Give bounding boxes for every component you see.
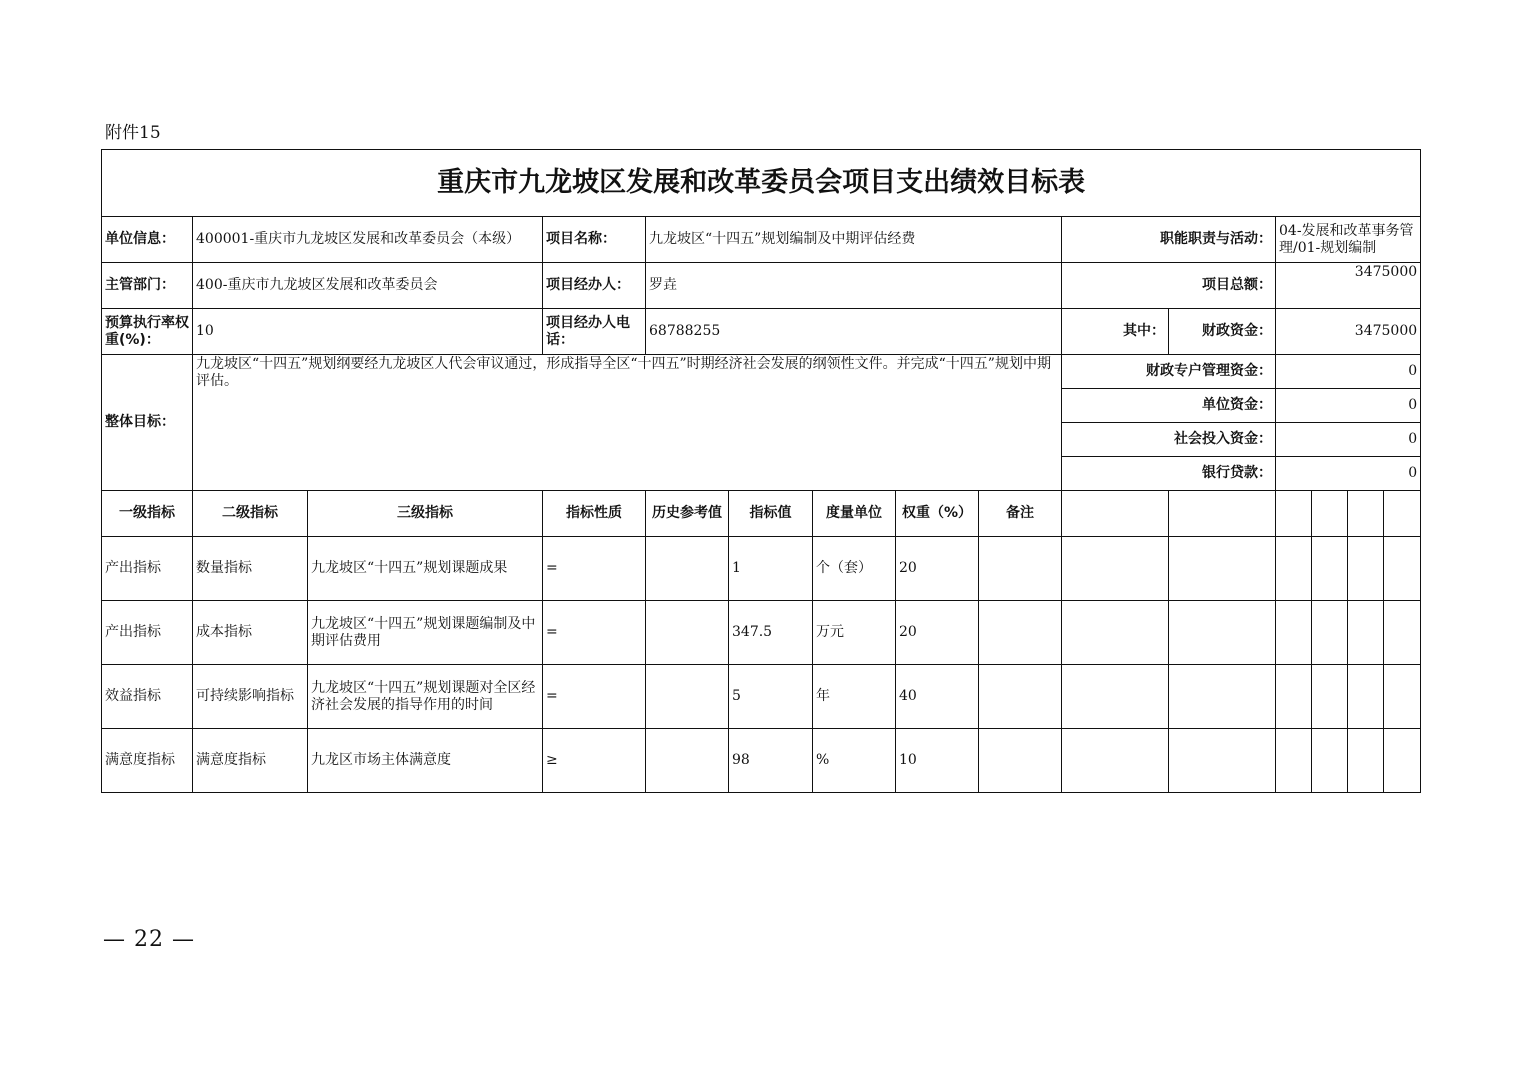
indicator-nature: = [543, 601, 646, 665]
unit-label: 单位信息： [102, 217, 193, 263]
indicator-nature: ≥ [543, 729, 646, 793]
total-label: 项目总额： [1062, 263, 1276, 309]
indicator-weight: 20 [896, 601, 979, 665]
special-funds-label: 财政专户管理资金： [1062, 355, 1276, 389]
fiscal-label: 财政资金： [1169, 309, 1276, 355]
indicator-level2: 可持续影响指标 [193, 665, 308, 729]
indicator-value: 347.5 [729, 601, 813, 665]
header-history: 历史参考值 [646, 491, 729, 537]
goal-label: 整体目标： [102, 355, 193, 491]
table-row [102, 729, 1421, 793]
dept-label: 主管部门： [102, 263, 193, 309]
indicator-level2: 数量指标 [193, 537, 308, 601]
budget-rate-label: 预算执行率权重(%)： [102, 309, 193, 355]
indicator-history [646, 537, 729, 601]
header-level2: 二级指标 [193, 491, 308, 537]
indicator-weight: 10 [896, 729, 979, 793]
header-note: 备注 [979, 491, 1062, 537]
bank-loan-value: 0 [1276, 457, 1421, 491]
manager-value: 罗垚 [646, 263, 1062, 309]
indicator-level3: 九龙坡区“十四五”规划课题编制及中期评估费用 [308, 601, 543, 665]
dept-value: 400-重庆市九龙坡区发展和改革委员会 [193, 263, 543, 309]
indicator-level2: 满意度指标 [193, 729, 308, 793]
indicator-history [646, 729, 729, 793]
attachment-label: 附件15 [105, 123, 161, 143]
indicator-header-row [102, 491, 1421, 537]
indicator-level3: 九龙区市场主体满意度 [308, 729, 543, 793]
indicator-level1: 产出指标 [102, 601, 193, 665]
indicator-value: 5 [729, 665, 813, 729]
budget-rate-value: 10 [193, 309, 543, 355]
indicator-note [979, 537, 1062, 601]
indicator-level1: 满意度指标 [102, 729, 193, 793]
among-label: 其中： [1062, 309, 1169, 355]
duty-value: 04-发展和改革事务管理/01-规划编制 [1276, 217, 1421, 263]
indicator-nature: = [543, 665, 646, 729]
total-value: 3475000 [1276, 263, 1421, 309]
fiscal-value: 3475000 [1276, 309, 1421, 355]
indicator-weight: 20 [896, 537, 979, 601]
header-level1: 一级指标 [102, 491, 193, 537]
indicator-level3: 九龙坡区“十四五”规划课题对全区经济社会发展的指导作用的时间 [308, 665, 543, 729]
indicator-level1: 效益指标 [102, 665, 193, 729]
performance-target-table [101, 149, 1421, 793]
indicator-unit: 个（套） [813, 537, 896, 601]
indicator-note [979, 729, 1062, 793]
unit-funds-value: 0 [1276, 389, 1421, 423]
table-row [102, 537, 1421, 601]
duty-label: 职能职责与活动： [1062, 217, 1276, 263]
social-funds-label: 社会投入资金： [1062, 423, 1276, 457]
indicator-value: 98 [729, 729, 813, 793]
table-title: 重庆市九龙坡区发展和改革委员会项目支出绩效目标表 [102, 150, 1421, 217]
unit-funds-label: 单位资金： [1062, 389, 1276, 423]
header-level3: 三级指标 [308, 491, 543, 537]
phone-label: 项目经办人电话： [543, 309, 646, 355]
indicator-level3: 九龙坡区“十四五”规划课题成果 [308, 537, 543, 601]
header-value: 指标值 [729, 491, 813, 537]
indicator-level1: 产出指标 [102, 537, 193, 601]
header-unit: 度量单位 [813, 491, 896, 537]
indicator-value: 1 [729, 537, 813, 601]
project-name-label: 项目名称： [543, 217, 646, 263]
table-row [102, 665, 1421, 729]
bank-loan-label: 银行贷款： [1062, 457, 1276, 491]
indicator-nature: = [543, 537, 646, 601]
indicator-weight: 40 [896, 665, 979, 729]
indicator-history [646, 665, 729, 729]
goal-value: 九龙坡区“十四五”规划纲要经九龙坡区人代会审议通过，形成指导全区“十四五”时期经济社会发展的纲领性文件。并完成“十四五”规划中期评估。 [193, 355, 1062, 491]
indicator-unit: 年 [813, 665, 896, 729]
unit-value: 400001-重庆市九龙坡区发展和改革委员会（本级） [193, 217, 543, 263]
phone-value: 68788255 [646, 309, 1062, 355]
header-weight: 权重（%） [896, 491, 979, 537]
indicator-history [646, 601, 729, 665]
indicator-note [979, 665, 1062, 729]
page-number: — 22 — [103, 927, 195, 952]
indicator-unit: 万元 [813, 601, 896, 665]
indicator-level2: 成本指标 [193, 601, 308, 665]
social-funds-value: 0 [1276, 423, 1421, 457]
project-name-value: 九龙坡区“十四五”规划编制及中期评估经费 [646, 217, 1062, 263]
indicator-note [979, 601, 1062, 665]
special-funds-value: 0 [1276, 355, 1421, 389]
header-nature: 指标性质 [543, 491, 646, 537]
manager-label: 项目经办人： [543, 263, 646, 309]
table-row [102, 601, 1421, 665]
indicator-unit: % [813, 729, 896, 793]
